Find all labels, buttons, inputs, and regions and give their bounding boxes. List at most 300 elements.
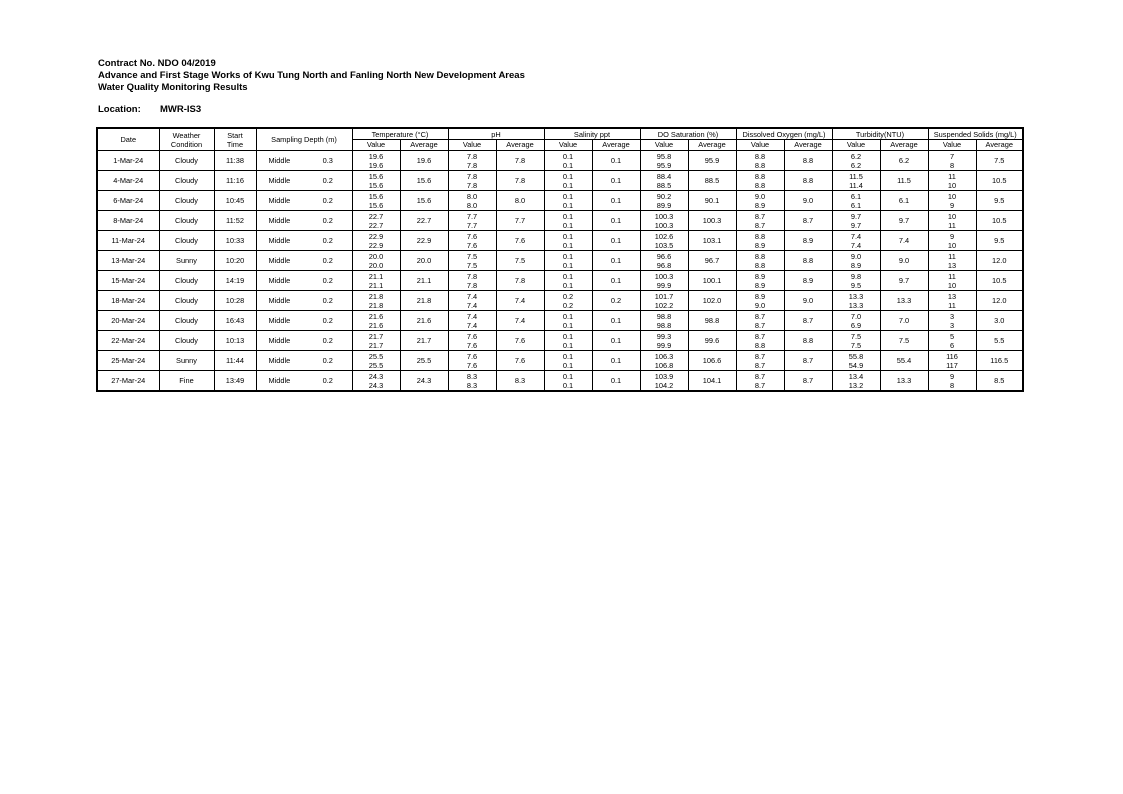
temp-value-2: 21.1 bbox=[368, 280, 384, 290]
temp-value-1: 21.6 bbox=[368, 311, 384, 321]
start-time-cell: 10:20 bbox=[214, 251, 256, 271]
ss-average-cell: 9.5 bbox=[976, 191, 1023, 211]
ph-values-cell bbox=[448, 231, 496, 251]
do-value-1: 9.0 bbox=[754, 191, 766, 201]
do-values-cell bbox=[736, 351, 784, 371]
salinity-header: Salinity ppt bbox=[544, 128, 640, 140]
sal-value-2: 0.1 bbox=[562, 320, 574, 330]
depth-label-cell: Middle bbox=[256, 311, 304, 331]
weather-cell: Cloudy bbox=[159, 231, 214, 251]
weather-cell: Cloudy bbox=[159, 191, 214, 211]
do-value-2: 8.8 bbox=[754, 160, 766, 170]
do-value-2: 8.9 bbox=[754, 280, 766, 290]
sub-header-value: Value bbox=[544, 140, 592, 151]
sub-header-value: Value bbox=[832, 140, 880, 151]
dosat-value-1: 96.6 bbox=[656, 251, 672, 261]
do-average-cell: 9.0 bbox=[784, 191, 832, 211]
temp-average-cell: 19.6 bbox=[400, 151, 448, 171]
sal-values-cell bbox=[544, 351, 592, 371]
ss-value-1: 5 bbox=[949, 331, 955, 341]
ss-value-2: 6 bbox=[949, 340, 955, 350]
table-row bbox=[97, 251, 1023, 271]
ph-value-1: 7.6 bbox=[466, 351, 478, 361]
ss-value-1: 7 bbox=[949, 151, 955, 161]
sal-value-1: 0.1 bbox=[562, 331, 574, 341]
do-average-cell: 8.8 bbox=[784, 331, 832, 351]
start-time-cell: 13:49 bbox=[214, 371, 256, 392]
temp-value-2: 21.7 bbox=[368, 340, 384, 350]
sal-value-2: 0.1 bbox=[562, 220, 574, 230]
sal-value-2: 0.1 bbox=[562, 200, 574, 210]
date-header: Date bbox=[97, 128, 159, 151]
turb-values-cell bbox=[832, 191, 880, 211]
sal-value-1: 0.1 bbox=[562, 231, 574, 241]
do-value-2: 8.7 bbox=[754, 360, 766, 370]
do-value-1: 8.8 bbox=[754, 171, 766, 181]
sub-header-average: Average bbox=[880, 140, 928, 151]
dosat-average-cell: 104.1 bbox=[688, 371, 736, 392]
ph-value-2: 7.7 bbox=[466, 220, 478, 230]
contract-number: Contract No. NDO 04/2019 bbox=[98, 58, 216, 69]
sal-value-1: 0.1 bbox=[562, 171, 574, 181]
table-row bbox=[97, 171, 1023, 191]
turb-value-2: 6.9 bbox=[850, 320, 862, 330]
temp-value-2: 22.9 bbox=[368, 240, 384, 250]
depth-label-cell: Middle bbox=[256, 371, 304, 392]
depth-label-cell: Middle bbox=[256, 251, 304, 271]
start-time-cell: 10:13 bbox=[214, 331, 256, 351]
sal-values-cell bbox=[544, 191, 592, 211]
turb-value-1: 55.8 bbox=[848, 351, 864, 361]
project-title: Advance and First Stage Works of Kwu Tung North and Fanling North New Development Areas bbox=[98, 70, 525, 81]
turb-value-1: 7.0 bbox=[850, 311, 862, 321]
date-cell: 20-Mar-24 bbox=[111, 316, 146, 325]
sub-header-value: Value bbox=[928, 140, 976, 151]
temp-value-1: 22.9 bbox=[368, 231, 384, 241]
do-average-cell: 9.0 bbox=[784, 291, 832, 311]
dosat-value-1: 103.9 bbox=[654, 371, 674, 381]
turb-average-cell: 7.0 bbox=[880, 311, 928, 331]
depth-label-cell: Middle bbox=[256, 171, 304, 191]
ss-average-cell: 5.5 bbox=[976, 331, 1023, 351]
turb-average-cell: 6.1 bbox=[880, 191, 928, 211]
start-time-cell: 10:33 bbox=[214, 231, 256, 251]
temp-values-cell bbox=[352, 371, 400, 392]
ph-value-1: 7.8 bbox=[466, 151, 478, 161]
document-header bbox=[98, 58, 525, 94]
location-line bbox=[98, 104, 201, 115]
turb-average-cell: 13.3 bbox=[880, 371, 928, 392]
turb-values-cell bbox=[832, 151, 880, 171]
sub-header-average: Average bbox=[496, 140, 544, 151]
weather-cell: Cloudy bbox=[159, 211, 214, 231]
ss-value-2: 11 bbox=[948, 300, 956, 310]
ph-value-1: 7.7 bbox=[466, 211, 478, 221]
ss-average-cell: 9.5 bbox=[976, 231, 1023, 251]
temp-value-2: 25.5 bbox=[368, 360, 384, 370]
sal-average-cell: 0.1 bbox=[592, 191, 640, 211]
dosat-values-cell bbox=[640, 291, 688, 311]
do-average-cell: 8.9 bbox=[784, 271, 832, 291]
start-time-cell: 11:52 bbox=[214, 211, 256, 231]
dosat-values-cell bbox=[640, 171, 688, 191]
depth-value-cell: 0.2 bbox=[322, 236, 333, 245]
turb-value-2: 54.9 bbox=[848, 360, 864, 370]
temp-value-2: 19.6 bbox=[368, 160, 384, 170]
ph-values-cell bbox=[448, 271, 496, 291]
dosat-value-2: 98.8 bbox=[656, 320, 672, 330]
ph-average-cell: 7.8 bbox=[496, 271, 544, 291]
dosat-value-1: 88.4 bbox=[656, 171, 672, 181]
temp-value-1: 15.6 bbox=[368, 171, 384, 181]
depth-label-cell: Middle bbox=[256, 211, 304, 231]
do-value-1: 8.8 bbox=[754, 251, 766, 261]
location-label: Location: bbox=[98, 104, 141, 115]
weather-cell: Cloudy bbox=[159, 331, 214, 351]
ph-average-cell: 7.7 bbox=[496, 211, 544, 231]
ph-value-2: 7.8 bbox=[466, 280, 478, 290]
ph-value-2: 7.4 bbox=[466, 300, 478, 310]
table-body bbox=[97, 151, 1023, 392]
weather-header-line2: Condition bbox=[159, 140, 214, 151]
temp-value-1: 21.7 bbox=[368, 331, 384, 341]
start-time-cell: 14:19 bbox=[214, 271, 256, 291]
sub-header-average: Average bbox=[976, 140, 1023, 151]
ph-value-1: 7.5 bbox=[466, 251, 478, 261]
ss-value-2: 10 bbox=[947, 180, 957, 190]
weather-cell: Sunny bbox=[159, 351, 214, 371]
temp-values-cell bbox=[352, 211, 400, 231]
temperature-header: Temperature (°C) bbox=[352, 128, 448, 140]
ss-value-1: 11 bbox=[948, 171, 956, 181]
ss-value-2: 9 bbox=[949, 200, 955, 210]
ss-value-1: 116 bbox=[946, 351, 958, 361]
table-row bbox=[97, 371, 1023, 392]
temp-average-cell: 15.6 bbox=[400, 191, 448, 211]
ph-value-1: 7.6 bbox=[466, 331, 478, 341]
dosat-average-cell: 102.0 bbox=[688, 291, 736, 311]
do-average-cell: 8.7 bbox=[784, 211, 832, 231]
ss-values-cell bbox=[928, 211, 976, 231]
turb-value-1: 13.4 bbox=[848, 371, 864, 381]
ss-value-2: 3 bbox=[949, 320, 955, 330]
do-value-1: 8.7 bbox=[754, 311, 766, 321]
dosat-values-cell bbox=[640, 191, 688, 211]
weather-cell: Cloudy bbox=[159, 311, 214, 331]
ss-value-1: 9 bbox=[949, 371, 955, 381]
ss-values-cell bbox=[928, 351, 976, 371]
sal-average-cell: 0.2 bbox=[592, 291, 640, 311]
dosat-value-1: 95.8 bbox=[656, 151, 672, 161]
temp-average-cell: 21.7 bbox=[400, 331, 448, 351]
ph-values-cell bbox=[448, 211, 496, 231]
sal-value-1: 0.2 bbox=[562, 291, 574, 301]
do-value-1: 8.7 bbox=[754, 351, 766, 361]
ph-value-2: 7.6 bbox=[466, 340, 478, 350]
depth-value-cell: 0.2 bbox=[322, 376, 333, 385]
dosat-value-1: 102.6 bbox=[654, 231, 674, 241]
ss-values-cell bbox=[928, 171, 976, 191]
turb-value-2: 9.5 bbox=[850, 280, 862, 290]
depth-label-cell: Middle bbox=[256, 331, 304, 351]
ph-value-1: 8.0 bbox=[466, 191, 478, 201]
sal-value-1: 0.1 bbox=[562, 151, 574, 161]
turb-average-cell: 6.2 bbox=[880, 151, 928, 171]
report-title: Water Quality Monitoring Results bbox=[98, 82, 248, 93]
turb-values-cell bbox=[832, 351, 880, 371]
date-cell: 1-Mar-24 bbox=[113, 156, 144, 165]
dosat-value-1: 90.2 bbox=[656, 191, 672, 201]
sal-value-1: 0.1 bbox=[562, 251, 574, 261]
ph-value-1: 8.3 bbox=[466, 371, 478, 381]
temp-values-cell bbox=[352, 171, 400, 191]
turb-value-1: 9.7 bbox=[850, 211, 862, 221]
temp-average-cell: 22.7 bbox=[400, 211, 448, 231]
ss-value-2: 8 bbox=[949, 160, 955, 170]
depth-label-cell: Middle bbox=[256, 191, 304, 211]
ph-average-cell: 7.4 bbox=[496, 291, 544, 311]
temp-value-1: 21.1 bbox=[368, 271, 384, 281]
dosat-value-2: 89.9 bbox=[656, 200, 672, 210]
sal-values-cell bbox=[544, 211, 592, 231]
water-quality-table bbox=[96, 127, 1024, 392]
depth-value-cell: 0.2 bbox=[322, 276, 333, 285]
sal-value-1: 0.1 bbox=[562, 211, 574, 221]
ph-average-cell: 7.8 bbox=[496, 151, 544, 171]
turb-values-cell bbox=[832, 251, 880, 271]
ph-values-cell bbox=[448, 251, 496, 271]
temp-average-cell: 20.0 bbox=[400, 251, 448, 271]
ss-value-1: 10 bbox=[947, 211, 957, 221]
temp-value-2: 21.6 bbox=[368, 320, 384, 330]
start-header-line1: Start bbox=[214, 128, 256, 140]
dosat-value-1: 100.3 bbox=[654, 271, 674, 281]
do-value-1: 8.7 bbox=[754, 331, 766, 341]
sal-values-cell bbox=[544, 251, 592, 271]
temp-values-cell bbox=[352, 291, 400, 311]
turb-average-cell: 13.3 bbox=[880, 291, 928, 311]
temp-values-cell bbox=[352, 311, 400, 331]
turb-values-cell bbox=[832, 291, 880, 311]
dosat-value-2: 95.9 bbox=[656, 160, 672, 170]
do-average-cell: 8.7 bbox=[784, 371, 832, 392]
temp-value-1: 22.7 bbox=[368, 211, 384, 221]
do-values-cell bbox=[736, 251, 784, 271]
sub-header-value: Value bbox=[448, 140, 496, 151]
sal-value-1: 0.1 bbox=[562, 351, 574, 361]
weather-cell: Cloudy bbox=[159, 291, 214, 311]
do-values-cell bbox=[736, 371, 784, 392]
ph-value-1: 7.6 bbox=[466, 231, 478, 241]
date-cell: 6-Mar-24 bbox=[113, 196, 144, 205]
ph-average-cell: 7.6 bbox=[496, 231, 544, 251]
temp-average-cell: 22.9 bbox=[400, 231, 448, 251]
do-value-2: 8.9 bbox=[754, 200, 766, 210]
do-value-1: 8.7 bbox=[754, 371, 766, 381]
start-time-cell: 11:38 bbox=[214, 151, 256, 171]
dosat-value-2: 99.9 bbox=[656, 340, 672, 350]
do-value-2: 8.7 bbox=[754, 380, 766, 390]
dosat-value-2: 103.5 bbox=[654, 240, 674, 250]
ph-average-cell: 8.3 bbox=[496, 371, 544, 392]
do-value-2: 8.7 bbox=[754, 320, 766, 330]
weather-cell: Fine bbox=[159, 371, 214, 392]
sal-value-1: 0.1 bbox=[562, 371, 574, 381]
temp-value-2: 21.8 bbox=[368, 300, 384, 310]
turbidity-header: Turbidity(NTU) bbox=[832, 128, 928, 140]
ss-value-1: 10 bbox=[947, 191, 957, 201]
date-cell: 22-Mar-24 bbox=[111, 336, 146, 345]
depth-label-cell: Middle bbox=[256, 271, 304, 291]
turb-value-2: 6.1 bbox=[850, 200, 862, 210]
ss-average-cell: 116.5 bbox=[976, 351, 1023, 371]
location-value: MWR-IS3 bbox=[160, 104, 202, 115]
temp-average-cell: 24.3 bbox=[400, 371, 448, 392]
depth-value-cell: 0.2 bbox=[322, 296, 333, 305]
do-value-1: 8.8 bbox=[754, 151, 766, 161]
table-row bbox=[97, 271, 1023, 291]
turb-value-1: 13.3 bbox=[848, 291, 864, 301]
temp-average-cell: 21.1 bbox=[400, 271, 448, 291]
ss-values-cell bbox=[928, 191, 976, 211]
ph-value-2: 7.8 bbox=[466, 160, 478, 170]
do-average-cell: 8.8 bbox=[784, 151, 832, 171]
turb-value-1: 9.0 bbox=[850, 251, 862, 261]
sal-values-cell bbox=[544, 171, 592, 191]
dissolved-oxygen-header: Dissolved Oxygen (mg/L) bbox=[736, 128, 832, 140]
ss-values-cell bbox=[928, 311, 976, 331]
start-time-cell: 11:44 bbox=[214, 351, 256, 371]
date-cell: 18-Mar-24 bbox=[111, 296, 146, 305]
ph-value-2: 7.5 bbox=[466, 260, 478, 270]
do-values-cell bbox=[736, 331, 784, 351]
temp-value-1: 24.3 bbox=[368, 371, 384, 381]
dosat-average-cell: 96.7 bbox=[688, 251, 736, 271]
turb-values-cell bbox=[832, 211, 880, 231]
dosat-values-cell bbox=[640, 311, 688, 331]
ss-value-1: 13 bbox=[947, 291, 957, 301]
dosat-values-cell bbox=[640, 251, 688, 271]
table-row bbox=[97, 351, 1023, 371]
dosat-value-2: 88.5 bbox=[656, 180, 672, 190]
ph-average-cell: 8.0 bbox=[496, 191, 544, 211]
turb-value-2: 6.2 bbox=[850, 160, 862, 170]
dosat-average-cell: 100.1 bbox=[688, 271, 736, 291]
sal-average-cell: 0.1 bbox=[592, 151, 640, 171]
start-header-line2: Time bbox=[214, 140, 256, 151]
dosat-values-cell bbox=[640, 351, 688, 371]
do-average-cell: 8.8 bbox=[784, 171, 832, 191]
ss-value-2: 11 bbox=[948, 220, 956, 230]
turb-value-2: 13.2 bbox=[848, 380, 864, 390]
temp-value-2: 15.6 bbox=[368, 200, 384, 210]
dosat-values-cell bbox=[640, 271, 688, 291]
table-row bbox=[97, 331, 1023, 351]
turb-values-cell bbox=[832, 311, 880, 331]
dosat-average-cell: 95.9 bbox=[688, 151, 736, 171]
sal-value-2: 0.1 bbox=[562, 240, 574, 250]
ph-average-cell: 7.5 bbox=[496, 251, 544, 271]
sal-value-2: 0.1 bbox=[562, 340, 574, 350]
sal-average-cell: 0.1 bbox=[592, 171, 640, 191]
depth-value-cell: 0.2 bbox=[322, 216, 333, 225]
do-saturation-header: DO Saturation (%) bbox=[640, 128, 736, 140]
turb-values-cell bbox=[832, 331, 880, 351]
turb-value-2: 11.4 bbox=[849, 180, 863, 190]
suspended-solids-header: Suspended Solids (mg/L) bbox=[928, 128, 1023, 140]
temp-values-cell bbox=[352, 251, 400, 271]
temp-value-2: 20.0 bbox=[368, 260, 384, 270]
turb-value-2: 8.9 bbox=[850, 260, 862, 270]
sal-value-1: 0.1 bbox=[562, 311, 574, 321]
weather-cell: Sunny bbox=[159, 251, 214, 271]
table-row bbox=[97, 211, 1023, 231]
start-time-cell: 16:43 bbox=[214, 311, 256, 331]
turb-value-2: 7.4 bbox=[850, 240, 862, 250]
ss-average-cell: 10.5 bbox=[976, 211, 1023, 231]
turb-value-2: 7.5 bbox=[850, 340, 862, 350]
sal-values-cell bbox=[544, 231, 592, 251]
ph-header: pH bbox=[448, 128, 544, 140]
ph-average-cell: 7.4 bbox=[496, 311, 544, 331]
sal-value-1: 0.1 bbox=[562, 271, 574, 281]
sal-values-cell bbox=[544, 151, 592, 171]
temp-average-cell: 15.6 bbox=[400, 171, 448, 191]
turb-value-2: 9.7 bbox=[850, 220, 862, 230]
dosat-values-cell bbox=[640, 211, 688, 231]
ss-average-cell: 8.5 bbox=[976, 371, 1023, 392]
turb-average-cell: 11.5 bbox=[880, 171, 928, 191]
date-cell: 25-Mar-24 bbox=[111, 356, 146, 365]
ss-values-cell bbox=[928, 231, 976, 251]
dosat-value-2: 106.8 bbox=[654, 360, 674, 370]
do-values-cell bbox=[736, 291, 784, 311]
ss-value-2: 10 bbox=[947, 240, 957, 250]
turb-values-cell bbox=[832, 171, 880, 191]
turb-average-cell: 9.0 bbox=[880, 251, 928, 271]
ph-values-cell bbox=[448, 291, 496, 311]
ph-values-cell bbox=[448, 331, 496, 351]
ss-value-1: 11 bbox=[948, 251, 956, 261]
do-values-cell bbox=[736, 211, 784, 231]
ss-value-2: 10 bbox=[947, 280, 957, 290]
sal-average-cell: 0.1 bbox=[592, 351, 640, 371]
ph-value-2: 7.6 bbox=[466, 240, 478, 250]
depth-value-cell: 0.2 bbox=[322, 336, 333, 345]
turb-value-1: 7.5 bbox=[850, 331, 862, 341]
depth-value-cell: 0.2 bbox=[322, 356, 333, 365]
date-cell: 13-Mar-24 bbox=[111, 256, 146, 265]
ph-value-2: 8.0 bbox=[466, 200, 478, 210]
do-value-2: 8.8 bbox=[754, 260, 766, 270]
do-value-2: 8.8 bbox=[754, 180, 766, 190]
sub-header-value: Value bbox=[640, 140, 688, 151]
temp-value-1: 21.8 bbox=[368, 291, 384, 301]
depth-value-cell: 0.3 bbox=[322, 156, 333, 165]
turb-average-cell: 9.7 bbox=[880, 211, 928, 231]
dosat-value-2: 96.8 bbox=[656, 260, 672, 270]
do-value-2: 8.8 bbox=[754, 340, 766, 350]
turb-value-1: 7.4 bbox=[850, 231, 862, 241]
turb-value-1: 11.5 bbox=[849, 171, 863, 181]
depth-header: Sampling Depth (m) bbox=[256, 128, 352, 151]
ss-value-1: 3 bbox=[949, 311, 955, 321]
start-time-cell: 10:28 bbox=[214, 291, 256, 311]
temp-values-cell bbox=[352, 191, 400, 211]
sub-header-average: Average bbox=[400, 140, 448, 151]
sub-header-average: Average bbox=[784, 140, 832, 151]
turb-values-cell bbox=[832, 371, 880, 392]
